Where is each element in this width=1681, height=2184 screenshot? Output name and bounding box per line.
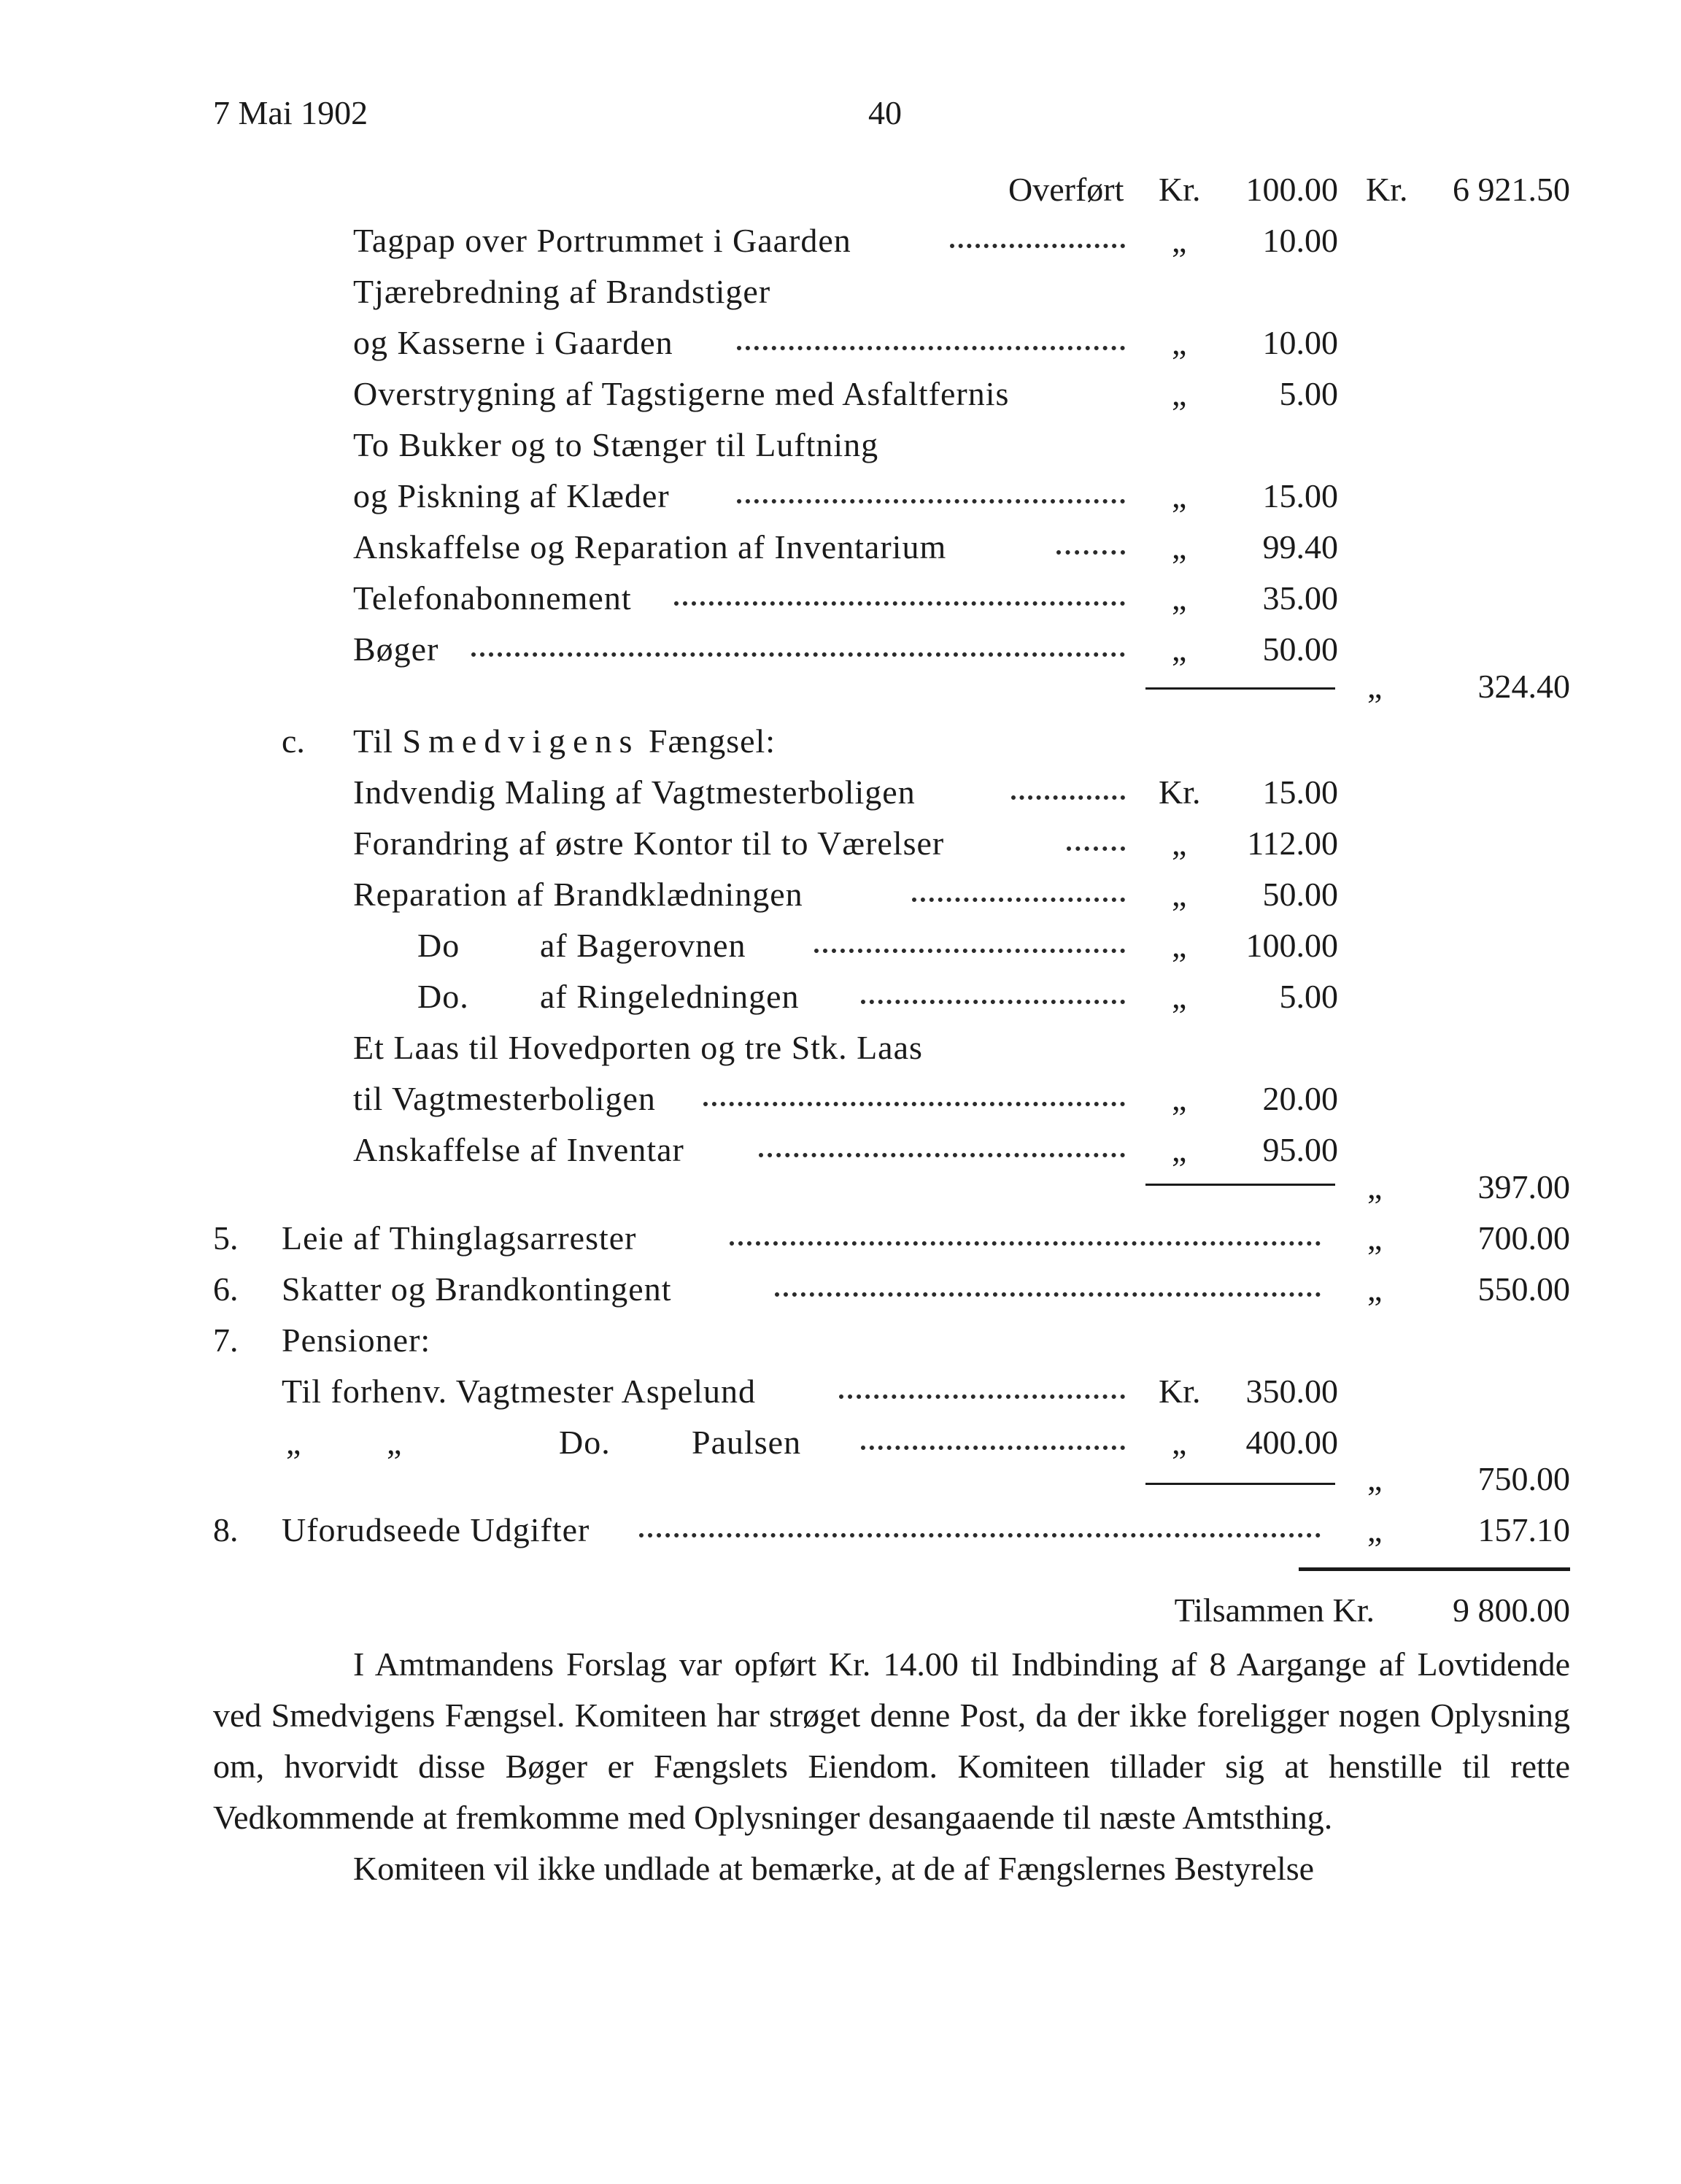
section-c-heading-name: Smedvigens (402, 722, 640, 760)
ditto-mark: „ (1172, 876, 1187, 913)
line-item-label: og Kasserne i Gaarden (353, 324, 673, 361)
line-item-label: Tjærebredning af Brandstiger (353, 273, 771, 310)
carry-over-currency: Kr. (1159, 171, 1201, 208)
leader-dots (775, 1286, 1321, 1297)
ditto-mark: „ (1172, 1131, 1187, 1168)
line-item-label: Telefonabonnement (353, 579, 632, 617)
line-item-amount: 100.00 (1245, 927, 1338, 964)
line-item-label: Et Laas til Hovedporten og tre Stk. Laas (353, 1029, 923, 1066)
ditto-mark: „ (1172, 825, 1187, 862)
paragraph: Komiteen vil ikke undlade at bemærke, at de af Fængslernes Bestyrelse (353, 1850, 1315, 1887)
carry-over-total-currency: Kr. (1366, 171, 1408, 208)
leader-dots (1067, 841, 1125, 851)
currency-mark: Kr. (1159, 1373, 1201, 1410)
ditto-mark: „ (1172, 1080, 1187, 1117)
ditto-mark: „ (1172, 927, 1187, 964)
leader-dots (703, 1096, 1125, 1106)
page-number: 40 (868, 94, 902, 131)
line-item-label: Bøger (353, 630, 439, 668)
subtotal-rule (1145, 687, 1335, 690)
leader-dots (814, 943, 1125, 953)
grand-total-rule (1299, 1567, 1570, 1571)
line-item-amount: 157.10 (1477, 1511, 1570, 1548)
ditto-mark: „ (1172, 630, 1187, 668)
line-item-amount: 50.00 (1262, 876, 1338, 913)
line-item-label: og Piskning af Klæder (353, 477, 670, 514)
item-number: 5. (213, 1219, 239, 1257)
ditto-mark: „ (1172, 978, 1187, 1015)
ditto-mark: „ (286, 1424, 301, 1461)
carry-over-total: 6 921.50 (1453, 171, 1570, 208)
line-item-label: Forandring af østre Kontor til to Værelser (353, 825, 945, 862)
leader-dots (950, 238, 1125, 248)
pensions-heading: Pensioner: (282, 1321, 431, 1359)
page-date: 7 Mai 1902 (213, 94, 368, 131)
line-item-label: Tagpap over Portrummet i Gaarden (353, 222, 851, 259)
line-item-amount: 10.00 (1262, 222, 1338, 259)
line-item-label: Uforudseede Udgifter (282, 1511, 590, 1548)
leader-dots (839, 1389, 1125, 1399)
leader-dots (674, 595, 1125, 606)
line-item-amount: 15.00 (1262, 773, 1338, 811)
commentary (213, 1639, 1570, 1894)
leader-dots (737, 493, 1125, 503)
line-item-amount: 350.00 (1245, 1373, 1338, 1410)
carry-over-subamount: 100.00 (1245, 171, 1338, 208)
line-item-label: Anskaffelse af Inventar (353, 1131, 684, 1168)
leader-dots (912, 892, 1125, 902)
ditto-word: Do. (417, 978, 469, 1015)
item-number: 6. (213, 1270, 239, 1308)
leader-dots (471, 647, 1125, 657)
grand-total-amount: 9 800.00 (1453, 1591, 1570, 1629)
line-item-amount: 5.00 (1279, 375, 1338, 412)
line-item-label: af Bagerovnen (540, 927, 746, 964)
ditto-mark: „ (1172, 222, 1187, 259)
leader-dots (737, 340, 1125, 350)
line-item-amount: 400.00 (1245, 1424, 1338, 1461)
ditto-mark: „ (1367, 1168, 1383, 1205)
ditto-mark: „ (1367, 1511, 1383, 1548)
section-b-total: 324.40 (1477, 668, 1570, 705)
leader-dots (759, 1147, 1125, 1157)
currency-mark: Kr. (1159, 773, 1201, 811)
line-item-amount: 95.00 (1262, 1131, 1338, 1168)
line-item-label: Til forhenv. Vagtmester Aspelund (282, 1373, 756, 1410)
ditto-mark: „ (1172, 477, 1187, 514)
ditto-mark: „ (1172, 1424, 1187, 1461)
line-item-amount: 20.00 (1262, 1080, 1338, 1117)
ditto-mark: „ (1172, 579, 1187, 617)
subtotal-rule (1145, 1483, 1335, 1485)
ditto-mark: „ (1367, 668, 1383, 705)
leader-dots (1056, 544, 1125, 555)
item-number: 8. (213, 1511, 239, 1548)
line-item-amount: 99.40 (1262, 528, 1338, 566)
line-item-label: Anskaffelse og Reparation af Inventarium (353, 528, 947, 566)
ditto-mark: „ (1172, 375, 1187, 412)
leader-dots (861, 994, 1125, 1004)
line-item-label: Skatter og Brandkontingent (282, 1270, 672, 1308)
section-c-letter: c. (282, 722, 305, 760)
item-number: 7. (213, 1321, 239, 1359)
carry-over-label: Overført (1008, 171, 1124, 208)
line-item-amount: 700.00 (1477, 1219, 1570, 1257)
line-item-label: til Vagtmesterboligen (353, 1080, 656, 1117)
line-item-amount: 35.00 (1262, 579, 1338, 617)
line-item-label: To Bukker og to Stænger til Luftning (353, 426, 879, 463)
ditto-mark: „ (1367, 1270, 1383, 1308)
ditto-word: Do (417, 927, 460, 964)
line-item-amount: 50.00 (1262, 630, 1338, 668)
leader-dots (861, 1440, 1125, 1450)
ditto-word: Do. (559, 1424, 611, 1461)
ditto-mark: „ (1172, 528, 1187, 566)
subtotal-rule (1145, 1184, 1335, 1186)
line-item-label: Overstrygning af Tagstigerne med Asfaltfernis (353, 375, 1010, 412)
line-item-amount: 112.00 (1247, 825, 1338, 862)
line-item-label: Leie af Thinglagsarrester (282, 1219, 637, 1257)
leader-dots (639, 1527, 1321, 1537)
section-c-heading (353, 722, 776, 760)
line-item-amount: 550.00 (1477, 1270, 1570, 1308)
line-item-amount: 15.00 (1262, 477, 1338, 514)
line-item-amount: 5.00 (1279, 978, 1338, 1015)
leader-dots (730, 1235, 1321, 1246)
ditto-mark: „ (1367, 1219, 1383, 1257)
section-c-heading-suffix: Fængsel: (639, 722, 776, 760)
line-item-label: af Ringeledningen (540, 978, 800, 1015)
leader-dots (1011, 790, 1125, 800)
section-c-heading-prefix: Til (353, 722, 403, 760)
line-item-label: Indvendig Maling af Vagtmesterboligen (353, 773, 916, 811)
grand-total-label: Tilsammen Kr. (1174, 1591, 1375, 1629)
line-item-label: Reparation af Brandklædningen (353, 876, 803, 913)
line-item-amount: 10.00 (1262, 324, 1338, 361)
ditto-mark: „ (1367, 1460, 1383, 1497)
ditto-mark: „ (387, 1424, 402, 1461)
ditto-mark: „ (1172, 324, 1187, 361)
paragraph: I Amtmandens Forslag var opført Kr. 14.00 til Indbinding af 8 Aargange af Lovtidende ved Smedvigens Fængsel. Komiteen har strøget denne Post, da der ikke foreligger nogen Oplysning om, hvorvidt disse Bøger er Fængslets Eiendom. Komiteen tillader sig at henstille til rette Vedkommende at fremkomme med Oplysninger desangaaende til næste Amtsthing. (213, 1645, 1570, 1836)
pensions-total: 750.00 (1477, 1460, 1570, 1497)
line-item-label: Paulsen (692, 1424, 802, 1461)
section-c-total: 397.00 (1477, 1168, 1570, 1205)
